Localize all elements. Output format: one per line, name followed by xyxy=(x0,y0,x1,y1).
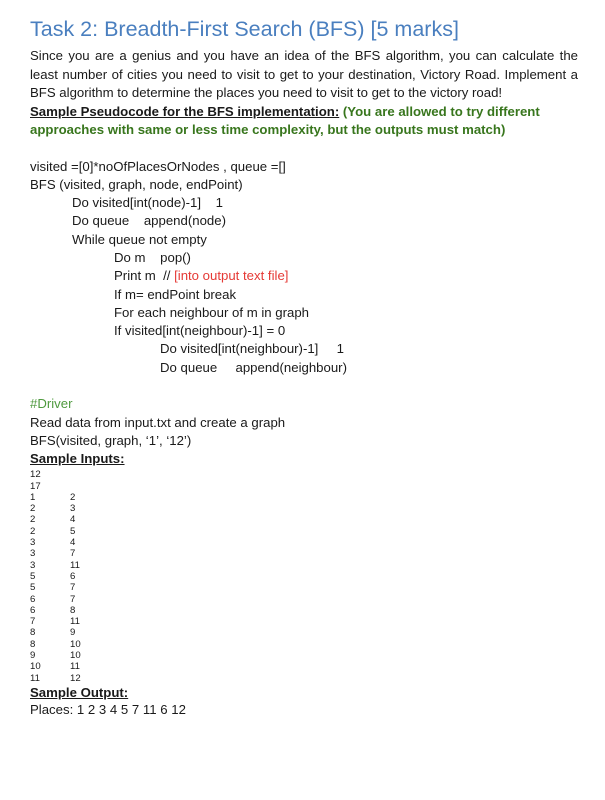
code-comment-red: [into output text file] xyxy=(174,268,289,284)
code-line: Do queue append(neighbour) xyxy=(160,359,347,375)
input-edge-row xyxy=(30,526,578,537)
driver-comment: #Driver xyxy=(30,396,73,412)
code-line xyxy=(30,267,578,285)
code-line: visited =[0]*noOfPlacesOrNodes , queue =[] xyxy=(30,158,286,174)
edge-from: 8 xyxy=(30,627,36,639)
edge-to: 7 xyxy=(70,593,76,605)
edge-to: 11 xyxy=(70,661,80,673)
code-line: Do visited[int(neighbour)-1] 1 xyxy=(160,341,344,357)
document-page xyxy=(30,16,578,719)
edge-from: 1 xyxy=(30,491,36,503)
code-line: Do visited[int(node)-1] 1 xyxy=(72,195,223,211)
edge-from: 3 xyxy=(30,559,36,571)
edge-to: 3 xyxy=(70,503,76,515)
edge-from: 10 xyxy=(30,661,41,673)
edge-from: 3 xyxy=(30,548,36,560)
edge-from: 6 xyxy=(30,604,36,616)
edge-to: 7 xyxy=(70,548,76,560)
input-edge-row xyxy=(30,560,578,571)
input-edge-row xyxy=(30,594,578,605)
input-edge-row xyxy=(30,627,578,638)
code-line: If visited[int(neighbour)-1] = 0 xyxy=(114,323,286,339)
input-edge-row xyxy=(30,616,578,627)
edge-to: 4 xyxy=(70,514,76,526)
input-edge-row xyxy=(30,537,578,548)
intro-paragraph: Since you are a genius and you have an idea of the BFS algorithm, you can calculate the least number of cities you need to visit to get to your destination, Victory Road. Implement a BFS algorithm to determine the places you need to visit to get to the victory road! xyxy=(30,48,578,100)
edge-to: 11 xyxy=(70,616,80,628)
spacer xyxy=(30,377,578,395)
sample-output-value: Places: 1 2 3 4 5 7 11 6 12 xyxy=(30,701,186,717)
edge-from: 7 xyxy=(30,616,36,628)
edge-to: 10 xyxy=(70,650,81,661)
pseudocode-heading-note: (You are allowed to try different approaches with same or less time complexity, but the outputs must match) xyxy=(30,103,540,137)
edge-to: 5 xyxy=(70,525,76,537)
edge-to: 2 xyxy=(70,491,76,503)
input-edge-row xyxy=(30,661,578,672)
edge-from: 9 xyxy=(30,650,36,661)
input-edge-row xyxy=(30,673,578,684)
edge-from: 2 xyxy=(30,525,36,537)
code-line: While queue not empty xyxy=(72,231,207,247)
edge-from: 11 xyxy=(30,672,40,684)
edge-from: 3 xyxy=(30,537,36,549)
pseudocode-block xyxy=(30,158,578,451)
edge-to: 9 xyxy=(70,627,76,639)
input-edge-row xyxy=(30,605,578,616)
input-header-line: 12 xyxy=(30,469,41,481)
task-title: Task 2: Breadth-First Search (BFS) [5 marks] xyxy=(30,17,459,41)
edge-to: 7 xyxy=(70,582,76,594)
edge-to: 8 xyxy=(70,604,76,616)
input-edge-row xyxy=(30,514,578,525)
input-edge-row xyxy=(30,571,578,582)
edge-from: 5 xyxy=(30,582,36,594)
edge-from: 5 xyxy=(30,570,36,582)
sample-inputs-heading: Sample Inputs: xyxy=(30,451,125,467)
input-edge-row xyxy=(30,650,578,661)
sample-inputs-list xyxy=(30,469,578,684)
code-line: Do queue append(node) xyxy=(72,213,226,229)
code-line: BFS (visited, graph, node, endPoint) xyxy=(30,176,243,192)
code-line: If m= endPoint break xyxy=(114,286,237,302)
input-edge-row xyxy=(30,582,578,593)
edge-to: 6 xyxy=(70,570,76,582)
edge-from: 2 xyxy=(30,503,36,515)
code-line: Do m pop() xyxy=(114,249,191,265)
input-edge-row xyxy=(30,503,578,514)
code-line: For each neighbour of m in graph xyxy=(114,304,309,320)
pseudocode-heading-label: Sample Pseudocode for the BFS implementation: xyxy=(30,103,340,119)
driver-line: BFS(visited, graph, ‘1’, ‘12’) xyxy=(30,432,192,448)
edge-from: 8 xyxy=(30,638,36,650)
sample-output-heading: Sample Output: xyxy=(30,684,129,700)
input-edge-row xyxy=(30,639,578,650)
edge-from: 2 xyxy=(30,514,36,526)
edge-to: 11 xyxy=(70,559,80,571)
edge-to: 4 xyxy=(70,537,76,549)
input-header-line: 17 xyxy=(30,480,41,492)
input-edge-row xyxy=(30,492,578,503)
edge-from: 6 xyxy=(30,593,36,605)
edge-to: 10 xyxy=(70,638,81,650)
input-edge-row xyxy=(30,548,578,559)
edge-to: 12 xyxy=(70,672,81,684)
driver-line: Read data from input.txt and create a graph xyxy=(30,414,286,430)
code-line-text: Print m // xyxy=(114,268,175,284)
pseudocode-heading xyxy=(30,103,578,140)
